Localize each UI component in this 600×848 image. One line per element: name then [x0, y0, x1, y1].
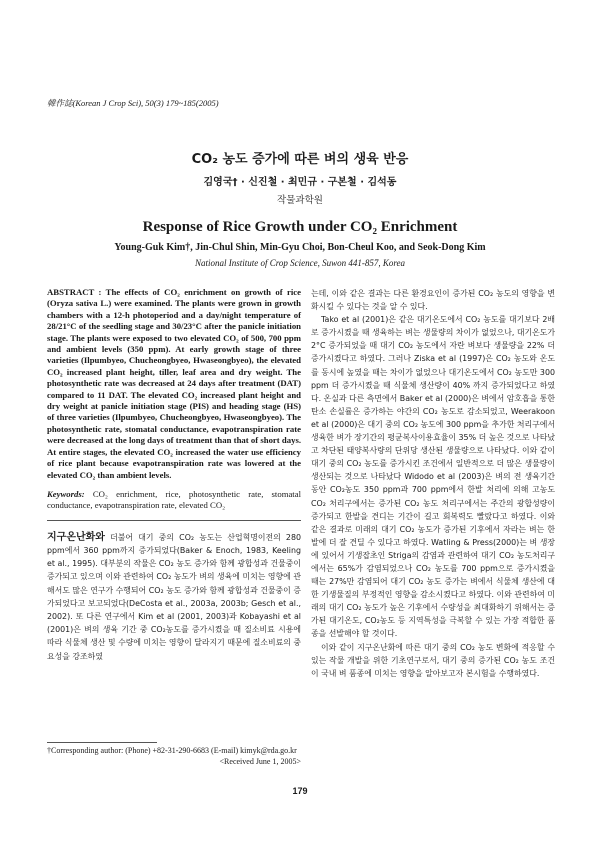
- authors-english: Young-Guk Kim†, Jin-Chul Shin, Min-Gyu Choi, Bon-Cheul Koo, and Seok-Dong Kim: [114, 242, 486, 253]
- body-paragraph: 이와 같이 지구온난화에 따른 대기 중의 CO₂ 농도 변화에 적응할 수 있는 작물 개발을 위한 기초연구로서, 대기 중의 증가된 CO₂ 농도 조건이 국내 벼 품종에 미치는 영향을 알아보고자 본시험을 수행하였다.: [311, 642, 555, 678]
- introduction-text: 더불어 대기 중의 CO₂ 농도는 산업혁명이전의 280 ppm에서 360 ppm까지 증가되었다(Baker & Enoch, 1983, Keeling et al., 1995). 대부분의 작물은 CO₂ 농도 증가와 함께 광합성과 건물중이 증가되고 있으며 이와 관련하여 CO₂ 농도가 벼의 생육에 미치는 영향에 관해서도 많은 연구가 수행되어 CO₂ 농도 증가와 함께 광합성과 건물중이 증가되었다고 보고되었다(DeCosta et al., 2003a, 2003b; Gesch et al., 2002). 또 다른 연구에서 Kim et al (2001, 2003)과 Kobayashi et al (2001)은 벼의 생육 기간 중 CO₂농도를 증가시켰을 때 질소비료 시용에 따라 식물체 생산 및 수량에 미치는 영향이 달라지기 때문에 질소비료의 중요성을 강조하였: [47, 532, 301, 661]
- body-paragraph: 는데, 이와 같은 결과는 다른 환경요인이 증가된 CO₂ 농도의 영향을 변화시킬 수 있다는 것을 알 수 있다.: [311, 289, 555, 312]
- abstract: ABSTRACT : The effects of CO₂ enrichment on growth of rice (Oryza sativa L.) were examined. The plants were grown in growth chambers with a 12-h photoperiod and a day/night temperature of 28/21°C of the seedling stage and 30/23°C after the panicle initiation stage. The plants were exposed to two elevated CO₂ of 500, 700 ppm and ambient levels (350 ppm). At early growth stage of three varieties (Ilpumbyeo, Chucheongbyeo, Hwaseongbyeo), the elevated CO₂ increased plant height, tiller, leaf area and dry weight. The photosynthetic rate was decreased at 24 days after treatment (DAT) compared to 11 DAT. The elevated CO₂ increased plant height and dry weight at panicle initiation stage (PIS) and heading stage (HS) of three varieties (Ilpumbyeo, Chucheongbyeo, Hwaseongbyeo). The photosynthetic rate, stomatal conductance, evapotranspiration rate were decreased at the long days of treatment than that of short days. At entire stages, the elevated CO₂ increased the water use efficiency of rice plant because evapotranspiration rate was lowered at the elevated CO₂ than ambient levels.: [47, 287, 301, 480]
- introduction-paragraph: [47, 531, 301, 663]
- keywords-text: CO₂ enrichment, rice, photosynthetic rate, stomatal conductance, evapotranspiration rate, elevated CO₂: [47, 488, 301, 511]
- page-number: 179: [292, 786, 308, 796]
- corresponding-author: †Corresponding author: (Phone) +82-31-290-6683 (E-mail) kimyk@rda.go.kr: [47, 746, 297, 755]
- received-date: <Received June 1, 2005>: [219, 756, 301, 766]
- left-column: [47, 287, 301, 663]
- title-korean: CO₂ 농도 증가에 따른 벼의 생육 반응: [191, 152, 409, 167]
- right-column: [311, 287, 555, 680]
- keywords-label: Keywords:: [47, 488, 85, 499]
- keywords: [47, 489, 301, 512]
- body-paragraph: Tako et al (2001)은 같은 대기온도에서 CO₂ 농도를 대기보다 2배로 증가시켰을 때 생육하는 벼는 생물량의 차이가 없었으나, 대기온도가 2°C 증가되었을 때 대기 CO₂ 농도에서 자란 벼보다 생물량을 22% 더 증가시켰다고 하였다. 그러나 Ziska et al (1997)은 CO₂ 농도와 온도를 동시에 높였을 때는 차이가 없었으나 대기온도에서 CO₂ 농도만 300 ppm 더 증가시켰을 때 식물체 생산량이 40% 까지 증가되었다고 하였다. 온실과 다른 측면에서 Baker et al (2000)은 벼에서 암호흡을 통한 탄소 손실률은 증가하는 야간의 CO₂ 농도로 감소되었고, Weerakoon et al (2000)은 대기 중의 CO₂ 농도에 300 ppm을 추가한 처리구에서 생육한 벼가 장기간의 평균복사이용효율이 35% 더 높은 것으로 나타났고 차단된 태양복사량의 단위당 생산된 생물량으로 나타났다. 이와 같이 대기 중의 CO₂ 농도를 증가시킨 조건에서 일반적으로 더 많은 생물량이 생산되는 것으로 나타났다 Widodo et al (2003)은 벼의 전 생육기간 동안 CO₂농도 350 ppm과 700 ppm에서 한발 처리에 의해 고농도 CO₂ 처리구에서는 증가된 CO₂ 농도 처리구에서는 주간의 광합성량이 증가되고 한발을 견디는 기간이 길고 회복력도 빨랐다고 하였다. 이와 같은 결과로 미래의 대기 CO₂ 농도가 증가된 기후에서 자라는 벼는 한발에 더 잘 견딜 수 있다고 하였다. Watling & Press(2000)는 벼 생장에 있어서 기생잡초인 Striga의 감염과 관련하여 대기 CO₂ 농도처리구에서는 65%가 감염되었으나 CO₂ 농도를 700 ppm으로 증가시켰을 때는 27%만 감염되어 대기 CO₂ 농도 증가는 벼에서 식물체 생산에 대한 기생물질의 부정적인 영향을 감소시켰다고 하였다. 이와 관련하여 미래의 대기 CO₂ 농도가 높은 기후에서 수량성을 최대화하기 위해서는 증가된 대기온도, CO₂농도 등 지역특성을 극복할 수 있는 가장 적합한 품종을 선발해야 할 것이다.: [311, 315, 555, 639]
- institution-korean: 작물과학원: [277, 195, 323, 206]
- journal-citation: 韓作誌(Korean J Crop Sci), 50(3) 179~185(2005): [47, 98, 219, 108]
- abstract-divider: [47, 520, 301, 521]
- authors-korean: 김영국† · 신진철 · 최민규 · 구본철 · 김석동: [203, 177, 397, 188]
- institution-english: National Institute of Crop Science, Suwon 441-857, Korea: [194, 258, 406, 268]
- footnote: [47, 746, 301, 767]
- title-english: Response of Rice Growth under CO₂ Enrichment: [142, 219, 458, 235]
- footnote-divider: [47, 742, 157, 743]
- introduction-heading: 지구온난화와: [47, 531, 105, 543]
